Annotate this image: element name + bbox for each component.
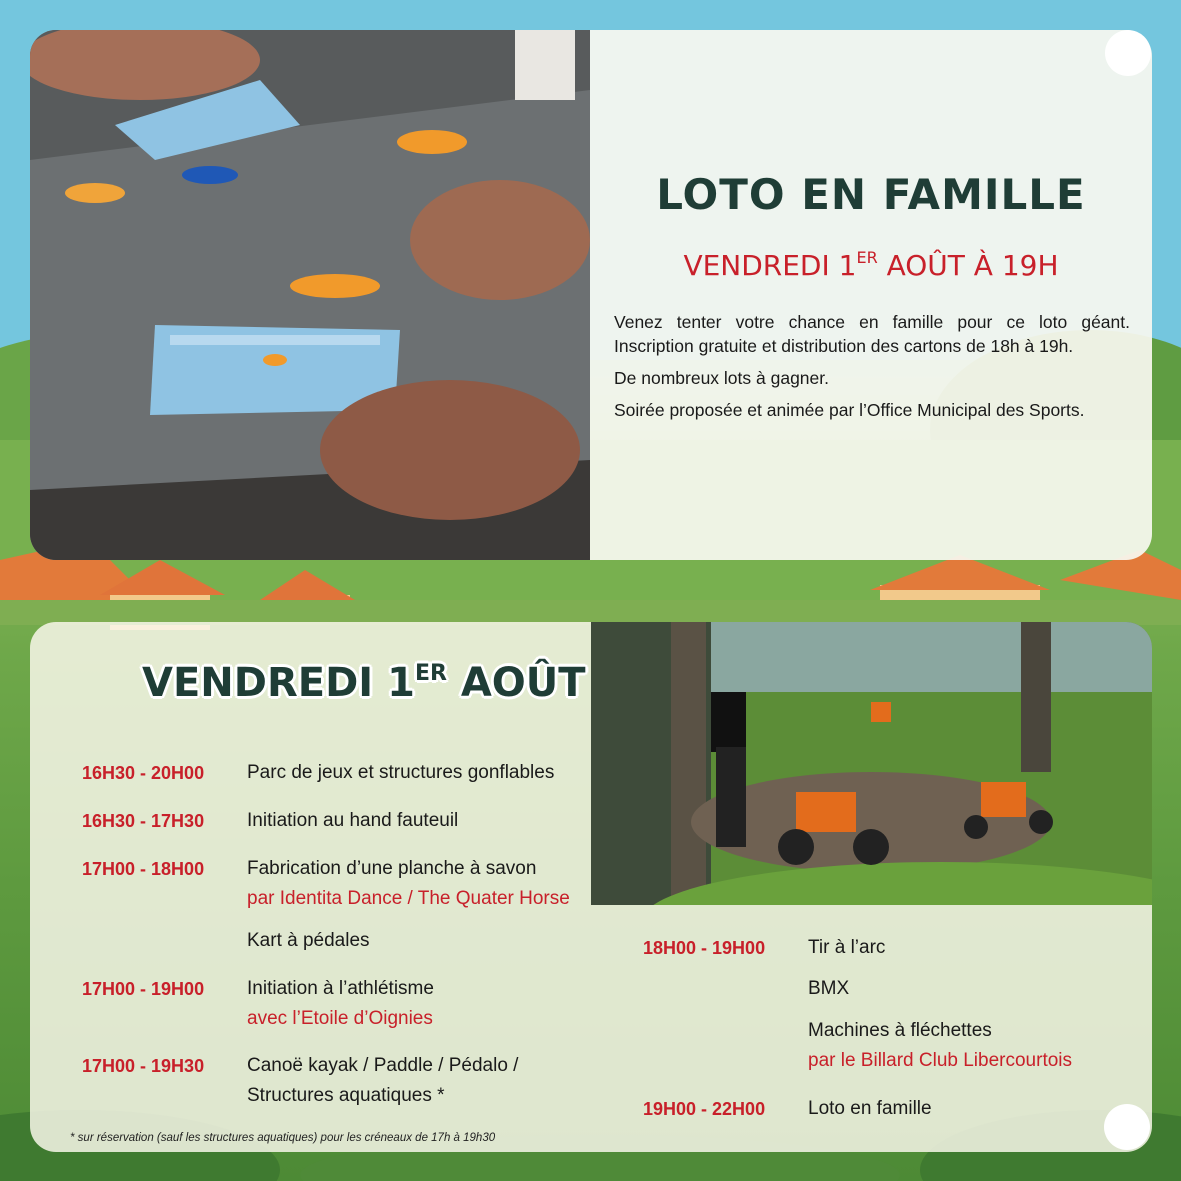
schedule-activity: BMX <box>808 978 850 999</box>
schedule-time: 16H30 - 17H30 <box>82 811 205 831</box>
footnote: * sur réservation (sauf les structures aquatiques) pour les créneaux de 17h à 19h30 <box>70 1132 496 1144</box>
schedule-activity: Kart à pédales <box>247 930 370 951</box>
schedule-organizer: par Identita Dance / The Quater Horse <box>247 888 570 909</box>
loto-paragraph: Venez tenter votre chance en famille pour ce loto géant. Inscription gratuite et distribution des cartons de 18h à 19h. <box>614 312 1130 356</box>
schedule-organizer: avec l’Etoile d’Oignies <box>247 1008 433 1029</box>
loto-description <box>614 310 1130 430</box>
schedule-time: 18H00 - 19H00 <box>643 938 766 958</box>
loto-paragraph: Soirée proposée et animée par l’Office Municipal des Sports. <box>614 400 1085 420</box>
schedule-activity: Parc de jeux et structures gonflables <box>247 762 555 783</box>
schedule-time: 19H00 - 22H00 <box>643 1099 766 1119</box>
schedule-activity: Machines à fléchettes par le Billard Club Libercourtois <box>808 1016 1072 1076</box>
schedule-time: 16H30 - 20H00 <box>82 763 205 783</box>
schedule-activity: Initiation au hand fauteuil <box>247 810 459 831</box>
loto-date: VENDREDI 1ER AOÛT À 19H <box>683 248 1059 282</box>
loto-card <box>30 30 1152 560</box>
loto-paragraph: De nombreux lots à gagner. <box>614 368 829 388</box>
corner-circle <box>1105 30 1151 76</box>
corner-circle <box>1104 1104 1150 1150</box>
loto-title: LOTO EN FAMILLE <box>656 170 1086 219</box>
bingo-table-image <box>30 30 590 560</box>
schedule-activity: Tir à l’arc <box>808 937 886 958</box>
loto-text-panel <box>590 30 1152 560</box>
schedule-organizer: par le Billard Club Libercourtois <box>808 1050 1073 1071</box>
schedule-activity: Fabrication d’une planche à savon par Identita Dance / The Quater Horse <box>247 854 570 914</box>
schedule-activity: Canoë kayak / Paddle / Pédalo / Structures aquatiques * <box>247 1055 519 1106</box>
schedule-time: 17H00 - 19H00 <box>82 979 205 999</box>
pedal-kart-image <box>591 622 1152 905</box>
schedule-time: 17H00 - 19H30 <box>82 1056 205 1076</box>
schedule-activity: Loto en famille <box>808 1098 932 1119</box>
loto-photo <box>30 30 590 560</box>
program-card <box>30 622 1152 1152</box>
schedule-time: 17H00 - 18H00 <box>82 859 205 879</box>
schedule-activity: Initiation à l’athlétisme avec l’Etoile d’Oignies <box>247 974 434 1034</box>
program-title: VENDREDI 1ER AOÛT <box>142 660 586 706</box>
kart-photo <box>591 622 1152 905</box>
